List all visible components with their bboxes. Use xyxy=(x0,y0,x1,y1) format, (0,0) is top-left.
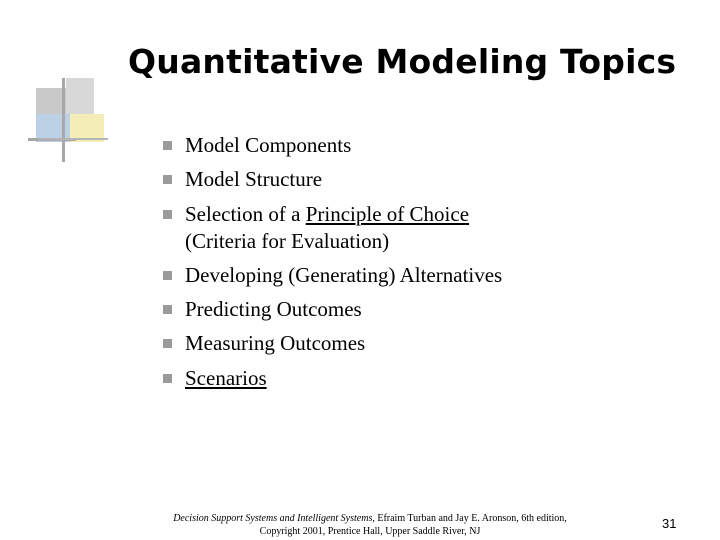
square-bullet-icon xyxy=(163,305,172,314)
bullet-item xyxy=(160,365,502,392)
square-bullet-icon xyxy=(163,339,172,348)
slide-title: Quantitative Modeling Topics xyxy=(128,42,677,81)
bullet-item xyxy=(160,132,502,159)
scenarios-link[interactable]: Scenarios xyxy=(185,365,267,390)
footer-citation xyxy=(170,512,570,538)
principle-of-choice-link[interactable]: Principle of Choice xyxy=(305,201,470,226)
bullet-item xyxy=(160,262,502,289)
square-bullet-icon xyxy=(163,141,172,150)
decorative-corner-graphic xyxy=(28,78,118,164)
page-number: 31 xyxy=(662,516,677,531)
square-bullet-icon xyxy=(163,175,172,184)
bullet-item xyxy=(160,296,502,323)
bullet-text: Measuring Outcomes xyxy=(185,331,366,356)
footer-book-title: Decision Support Systems and Intelligent Systems xyxy=(173,513,373,524)
bullet-text: Developing (Generating) Alternatives xyxy=(185,262,503,287)
bullet-text: Model Structure xyxy=(185,167,323,192)
bullet-text: Model Components xyxy=(185,133,352,157)
square-bullet-icon xyxy=(163,374,172,383)
bullet-text: Predicting Outcomes xyxy=(185,297,362,322)
bullet-item xyxy=(160,201,502,255)
square-bullet-icon xyxy=(163,210,172,219)
bullet-list xyxy=(160,132,502,399)
square-bullet-icon xyxy=(163,271,172,280)
bullet-item xyxy=(160,166,502,193)
footer-copyright: Copyright 2001, Prentice Hall, Upper Saddle River, NJ xyxy=(259,526,481,537)
bullet-item xyxy=(160,330,502,357)
bullet-text: Selection of a xyxy=(185,201,306,226)
footer-authors: , Efraim Turban and Jay E. Aronson, 6th edition, xyxy=(372,513,567,524)
bullet-continuation: (Criteria for Evaluation) xyxy=(185,228,390,253)
